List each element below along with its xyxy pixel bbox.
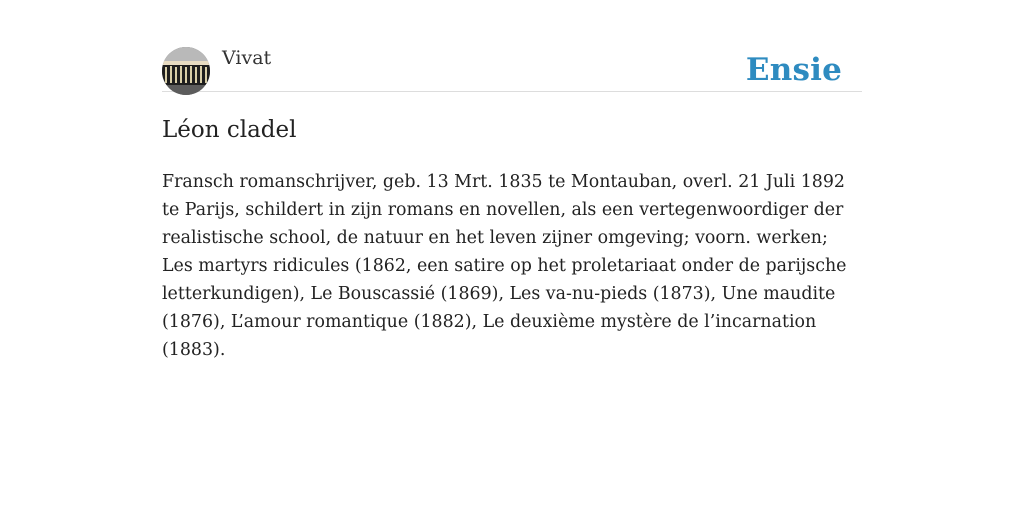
brand-logo[interactable]: Ensie [745,52,842,88]
bookshelf-icon [162,47,210,95]
source-avatar[interactable] [162,47,210,95]
source-name[interactable]: Vivat [222,47,272,69]
article-body: Fransch romanschrijver, geb. 13 Mrt. 1835 te Montauban, overl. 21 Juli 1892 te Parijs, schildert in zijn romans en novellen, als een vertegenwoordiger der realistische school, de natuur en het leven zijner omgeving; voorn. werken; Les martyrs ridicules (1862, een satire op het proletariaat onder de parijsche letterkundigen), Le Bouscassié (1869), Les va-nu-pieds (1873), Une maudite (1876), L’amour romantique (1882), Le deuxième mystère de l’incarnation (1883). [162,172,847,360]
page-title: Léon cladel [162,117,297,143]
article-page [162,0,862,360]
header [162,0,862,92]
